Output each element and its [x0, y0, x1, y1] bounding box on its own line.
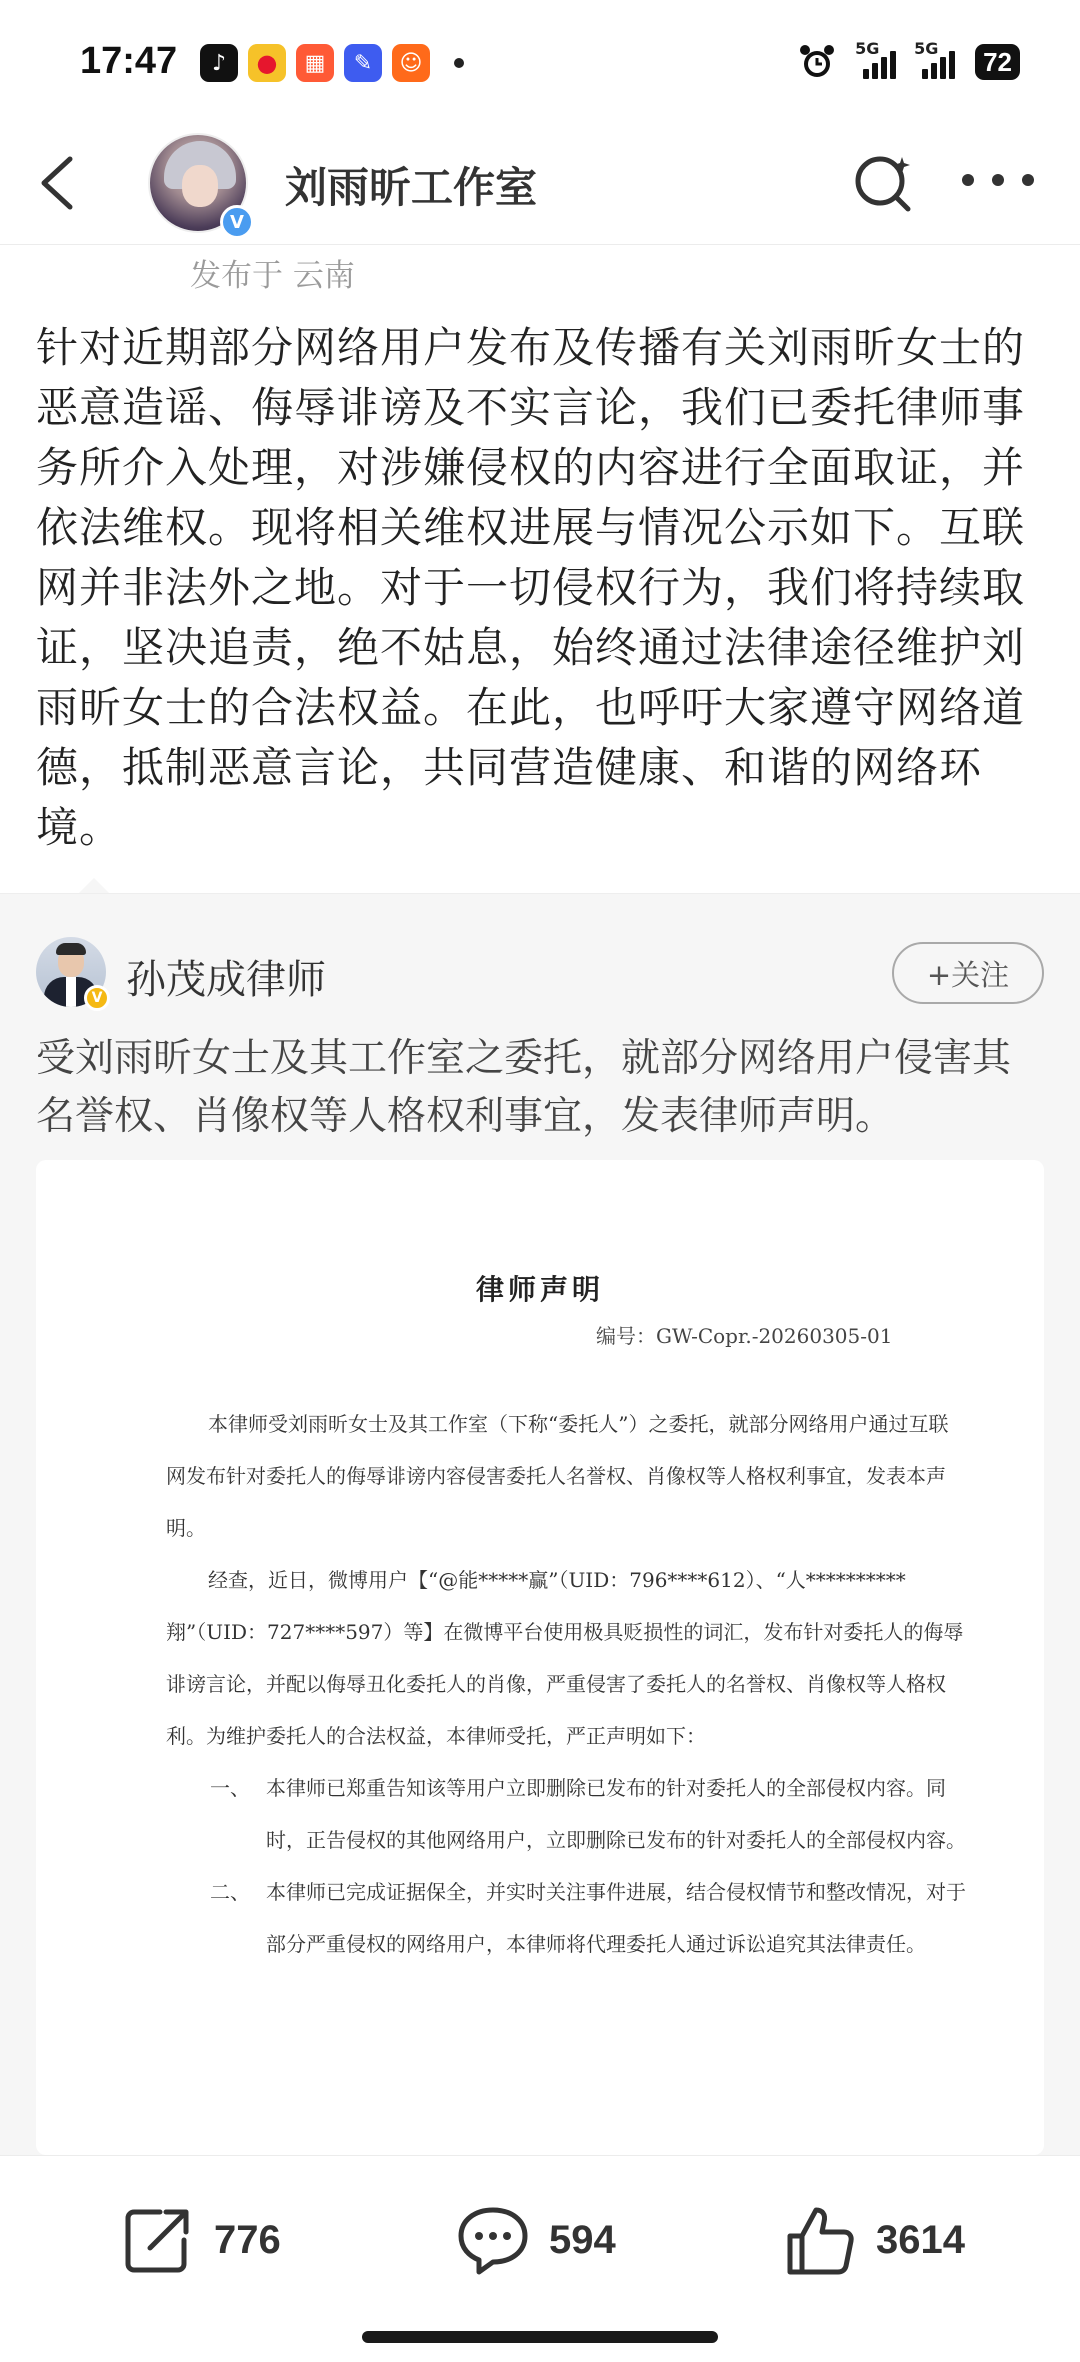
home-indicator[interactable]	[362, 2331, 718, 2343]
notification-icons	[200, 44, 464, 82]
more-options-button[interactable]	[962, 155, 1034, 205]
comment-button[interactable]	[455, 2200, 616, 2280]
like-button[interactable]	[782, 2200, 965, 2280]
search-icon	[848, 147, 918, 217]
document-paragraph: 本律师受刘雨昕女士及其工作室（下称“委托人”）之委托，就部分网络用户通过互联网发布针对委托人的侮辱诽谤内容侵害委托人名誉权、肖像权等人格权利事宜，发表本声明。	[166, 1412, 949, 1540]
weibo-icon: ●	[248, 44, 286, 82]
post-location: 发布于 云南	[190, 258, 355, 294]
more-dot-icon	[1022, 174, 1034, 186]
lawyer-statement-image[interactable]	[36, 1160, 1044, 2155]
back-button[interactable]	[30, 147, 90, 217]
repost-author-name[interactable]: 孙茂成律师	[126, 957, 326, 1003]
document-body	[166, 1398, 966, 1970]
list-number: 二、	[210, 1880, 250, 1904]
battery-indicator: 72	[975, 44, 1020, 80]
comment-icon	[455, 2202, 531, 2278]
signal-icon-1: 5G	[857, 45, 896, 79]
signal-icon-2: 5G	[916, 45, 955, 79]
tieba-icon: ✎	[344, 44, 382, 82]
search-button[interactable]	[848, 147, 918, 217]
document-list-item	[166, 1762, 966, 1866]
follow-button[interactable]: +关注	[892, 942, 1044, 1004]
chevron-left-icon	[30, 147, 90, 217]
alarm-icon	[797, 42, 837, 82]
document-paragraph: 经查，近日，微博用户【“@能*****赢”（UID：796****612）、“人**********翔”（UID：727****597）等】在微博平台使用极具贬损性的词汇，发布针对委托人的侮辱诽谤言论，并配以侮辱丑化委托人的肖像，严重侵害了委托人的名誉权、肖像权等人格权利。为维护委托人的合法权益，本律师受托，严正声明如下：	[166, 1568, 964, 1748]
share-icon	[120, 2202, 196, 2278]
lawyer-avatar[interactable]	[36, 937, 108, 1009]
top-nav-bar	[0, 125, 1080, 245]
status-bar	[0, 0, 1080, 130]
repost-pointer	[78, 878, 110, 894]
repost-body-text: 受刘雨昕女士及其工作室之委托，就部分网络用户侵害其名誉权、肖像权等人格权利事宜，发表律师声明。	[36, 1036, 1012, 1139]
document-list-item	[166, 1866, 966, 1970]
like-count: 3614	[876, 2217, 965, 2262]
douyin-icon: ♪	[200, 44, 238, 82]
more-dot-icon	[992, 174, 1004, 186]
repost-count: 776	[214, 2217, 281, 2262]
account-name[interactable]: 刘雨昕工作室	[285, 163, 538, 212]
verified-badge-icon: V	[220, 205, 254, 239]
taobao-icon: ☺	[392, 44, 430, 82]
comment-count: 594	[549, 2217, 616, 2262]
list-item-text: 本律师已郑重告知该等用户立即删除已发布的针对委托人的全部侵权内容。同时，正告侵权的其他网络用户，立即删除已发布的针对委托人的全部侵权内容。	[266, 1776, 966, 1852]
verified-badge-icon: V	[84, 985, 110, 1011]
status-indicators	[797, 39, 1020, 82]
document-number: 编号：GW-Copr.-20260305-01	[596, 1324, 893, 1348]
bottom-action-bar	[0, 2155, 1080, 2362]
thumbs-up-icon	[782, 2202, 858, 2278]
document-title: 律师声明	[475, 1273, 604, 1306]
post-body-text: 针对近期部分网络用户发布及传播有关刘雨昕女士的恶意造谣、侮辱诽谤及不实言论，我们已委托律师事务所介入处理，对涉嫌侵权的内容进行全面取证，并依法维权。现将相关维权进展与情况公示如下。互联网并非法外之地。对于一切侵权行为，我们将持续取证，坚决追责，绝不姑息，始终通过法律途径维护刘雨昕女士的合法权益。在此，也呼吁大家遵守网络道德，抵制恶意言论，共同营造健康、和谐的网络环境。	[36, 323, 1026, 852]
xiaohongshu-icon: ▦	[296, 44, 334, 82]
list-number: 一、	[210, 1776, 250, 1800]
more-dot-icon	[962, 174, 974, 186]
studio-avatar[interactable]	[148, 133, 254, 239]
repost-button[interactable]	[120, 2200, 281, 2280]
status-time: 17:47	[80, 40, 178, 82]
list-item-text: 本律师已完成证据保全，并实时关注事件进展，结合侵权情节和整改情况，对于部分严重侵权的网络用户，本律师将代理委托人通过诉讼追究其法律责任。	[266, 1880, 966, 1956]
more-notifications-dot	[454, 58, 464, 68]
